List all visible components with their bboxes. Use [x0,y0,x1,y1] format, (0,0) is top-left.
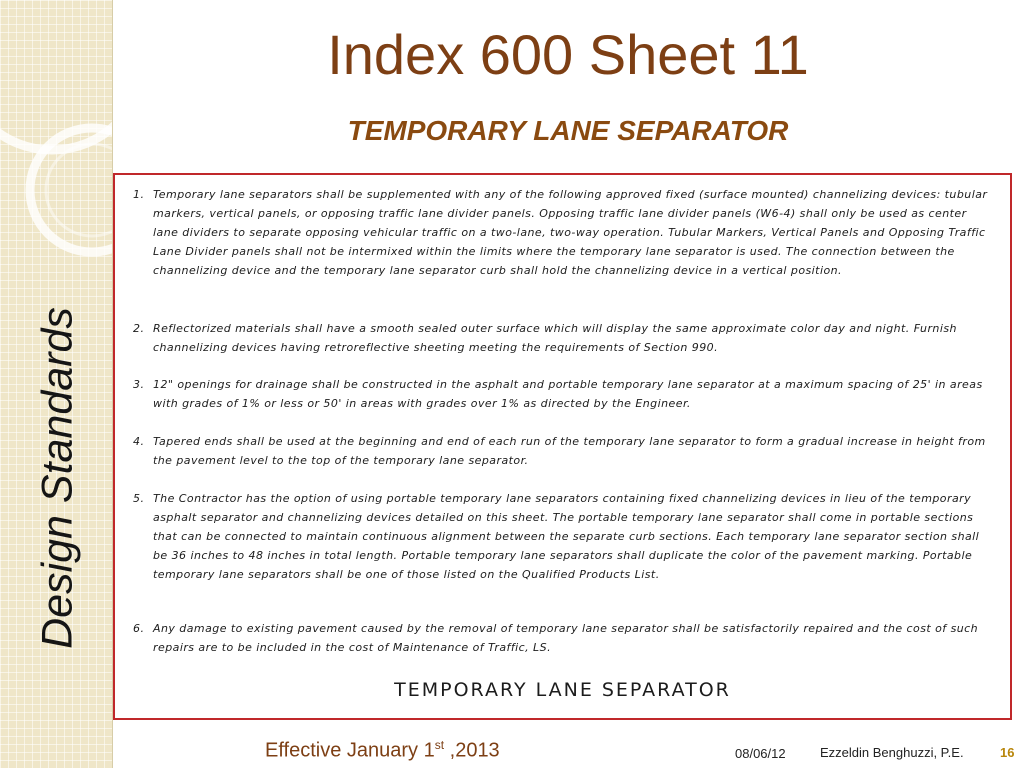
note-item [133,432,993,470]
note-number: 2. [133,322,145,335]
note-item [133,489,993,584]
sidebar-panel [0,0,113,768]
note-item [133,619,993,657]
note-number: 5. [133,492,145,505]
effective-prefix: Effective January 1 [265,739,435,762]
notes-frame [113,173,1012,720]
effective-suffix: ,2013 [444,739,500,762]
note-text: Tapered ends shall be used at the beginning and end of each run of the temporary lane separator to form a gradual increase in height from the pavement level to the top of the temporary lane separator. [153,435,986,467]
sheet-label: TEMPORARY LANE SEPARATOR [394,679,731,701]
effective-suffix-sup: st [434,738,445,752]
note-number: 4. [133,435,145,448]
note-number: 3. [133,378,145,391]
page-number: 16 [1000,745,1015,760]
note-number: 6. [133,622,145,635]
footer-author: Ezzeldin Benghuzzi, P.E. [820,745,964,760]
note-text: Any damage to existing pavement caused by the removal of temporary lane separator shall be satisfactorily repaired and the cost of such repairs are to be included in the cost of Maintenance of Traffic, LS. [153,622,979,654]
footer-date: 08/06/12 [735,746,786,761]
note-text: 12" openings for drainage shall be constructed in the asphalt and portable temporary lane separator at a maximum spacing of 25' in areas with grades of 1% or less or 50' in areas with grades over 1% as directed by the Engineer. [153,378,983,410]
note-text: Temporary lane separators shall be supplemented with any of the following approved fixed (surface mounted) channelizing devices: tubular markers, vertical panels, or opposing traffic lane divider panels. Opposing traffic lane divider panels (W6-4) shall only be used as center lane dividers to separate opposing vehicular traffic on a two-lane, two-way operation. Tubular Markers, Vertical Panels and Opposing Traffic Lane Divider panels shall not be intermixed within the limits where the temporary lane separator is used. The connection between the channelizing device and the temporary lane separator curb shall hold the channelizing device in a vertical position. [153,188,988,277]
note-item [133,375,993,413]
page-subtitle: TEMPORARY LANE SEPARATOR [347,115,789,146]
page-title: Index 600 Sheet 11 [327,23,809,86]
side-title: Design Standards [33,307,82,649]
note-item [133,185,993,280]
note-item [133,319,993,357]
effective-date [265,738,500,763]
note-number: 1. [133,188,145,201]
note-text: Reflectorized materials shall have a smooth sealed outer surface which will display the same approximate color day and night. Furnish channelizing devices having retroreflective sheeting meeting the requirements of Section 990. [153,322,957,354]
note-text: The Contractor has the option of using portable temporary lane separators containing fixed channelizing devices in lieu of the temporary asphalt separator and channelizing devices detailed on this sheet. The portable temporary lane separator shall come in portable sections that can be connected to maintain continuous alignment between the separate curb sections. Each temporary lane separator section shall be 36 inches to 48 inches in total length. Portable temporary lane separators shall duplicate the color of the pavement marking. Portable temporary lane separators shall be one of those listed on the Qualified Products List. [153,492,980,581]
